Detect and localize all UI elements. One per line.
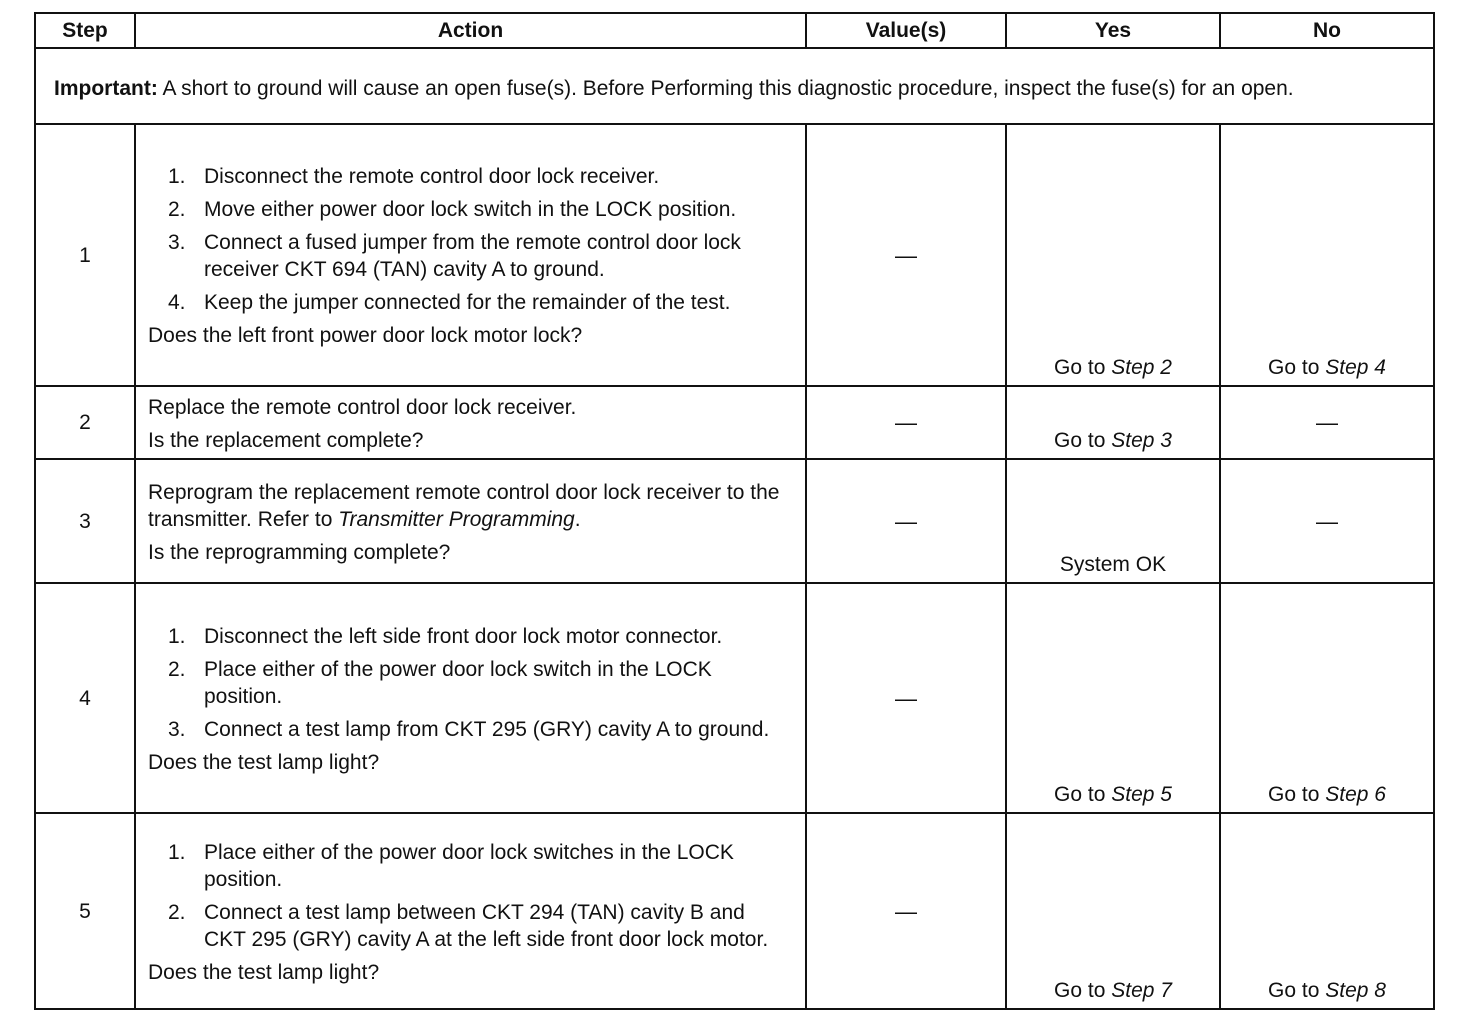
- yes-prefix: Go to: [1054, 979, 1112, 1002]
- instruction-list: [148, 839, 791, 953]
- step-number: 2: [35, 386, 135, 459]
- important-note: [35, 48, 1434, 124]
- item-number: 1.: [168, 840, 186, 864]
- action-text-b: .: [574, 507, 581, 531]
- diagnostic-table: [34, 12, 1435, 1010]
- yes-cell: [1006, 583, 1220, 813]
- instruction-list: [148, 163, 791, 316]
- action-text: Replace the remote control door lock receiver.: [148, 395, 577, 419]
- question-text: Does the test lamp light?: [148, 960, 380, 984]
- yes-step-ref: Step 2: [1111, 356, 1172, 379]
- no-prefix: Go to: [1268, 356, 1326, 379]
- table-row: [35, 583, 1434, 813]
- header-row: [35, 13, 1434, 48]
- value-cell: —: [806, 386, 1006, 459]
- header-values: Value(s): [806, 13, 1006, 48]
- header-no: No: [1220, 13, 1434, 48]
- question-text: Is the reprogramming complete?: [148, 540, 451, 564]
- yes-prefix: Go to: [1054, 356, 1112, 379]
- yes-cell: [1006, 124, 1220, 386]
- step-number: 3: [35, 459, 135, 583]
- item-text: Disconnect the remote control door lock receiver.: [204, 165, 660, 188]
- yes-step-ref: Step 7: [1111, 979, 1172, 1002]
- item-number: 1.: [168, 624, 186, 648]
- no-step-ref: Step 4: [1325, 356, 1386, 379]
- step-number: 5: [35, 813, 135, 1009]
- table-row: [35, 386, 1434, 459]
- item-number: 3.: [168, 717, 186, 741]
- item-number: 2.: [168, 657, 186, 681]
- item-number: 3.: [168, 231, 186, 254]
- value-cell: —: [806, 124, 1006, 386]
- list-item: [148, 839, 791, 893]
- yes-cell: [1006, 386, 1220, 459]
- no-prefix: Go to: [1268, 783, 1326, 806]
- item-text: Connect a test lamp between CKT 294 (TAN) cavity B and CKT 295 (GRY) cavity A at the left side front door lock motor.: [204, 900, 769, 951]
- item-number: 1.: [168, 165, 186, 188]
- important-label: Important:: [54, 76, 158, 100]
- yes-prefix: Go to: [1054, 783, 1112, 806]
- no-cell: —: [1220, 386, 1434, 459]
- list-item: [148, 163, 791, 190]
- question-text: Does the test lamp light?: [148, 750, 380, 774]
- action-text: [148, 479, 791, 533]
- no-step-ref: Step 8: [1325, 979, 1386, 1002]
- no-cell: [1220, 124, 1434, 386]
- list-item: [148, 656, 791, 710]
- action-cell: [135, 583, 806, 813]
- item-text: Keep the jumper connected for the remainder of the test.: [204, 291, 731, 314]
- action-cell: [135, 124, 806, 386]
- action-text-a: Reprogram the replacement remote control door lock receiver to the transmitter. Refer to: [148, 480, 780, 531]
- item-number: 2.: [168, 198, 186, 221]
- important-row: [35, 48, 1434, 124]
- yes-cell: [1006, 813, 1220, 1009]
- item-text: Connect a test lamp from CKT 295 (GRY) cavity A to ground.: [204, 717, 770, 741]
- list-item: [148, 196, 791, 223]
- list-item: [148, 899, 791, 953]
- value-cell: —: [806, 813, 1006, 1009]
- no-cell: [1220, 813, 1434, 1009]
- table-row: [35, 813, 1434, 1009]
- action-cell: [135, 459, 806, 583]
- item-text: Place either of the power door lock switches in the LOCK position.: [204, 840, 734, 891]
- item-text: Connect a fused jumper from the remote control door lock receiver CKT 694 (TAN) cavity A to ground.: [204, 231, 741, 281]
- instruction-list: [148, 623, 791, 743]
- item-text: Disconnect the left side front door lock motor connector.: [204, 624, 723, 648]
- item-number: 2.: [168, 900, 186, 924]
- question-text: Does the left front power door lock motor lock?: [148, 324, 583, 347]
- yes-prefix: Go to: [1054, 429, 1112, 452]
- header-step: Step: [35, 13, 135, 48]
- list-item: [148, 716, 791, 743]
- no-prefix: Go to: [1268, 979, 1326, 1002]
- list-item: [148, 623, 791, 650]
- header-action: Action: [135, 13, 806, 48]
- no-cell: [1220, 583, 1434, 813]
- no-step-ref: Step 6: [1325, 783, 1386, 806]
- value-cell: —: [806, 583, 1006, 813]
- header-yes: Yes: [1006, 13, 1220, 48]
- question-text: Is the replacement complete?: [148, 428, 424, 452]
- list-item: [148, 229, 791, 283]
- list-item: [148, 289, 791, 316]
- yes-step-ref: Step 3: [1111, 429, 1172, 452]
- step-number: 1: [35, 124, 135, 386]
- no-cell: —: [1220, 459, 1434, 583]
- action-cell: [135, 386, 806, 459]
- important-text: A short to ground will cause an open fuse(s). Before Performing this diagnostic procedure, inspect the fuse(s) for an open.: [157, 76, 1294, 100]
- step-number: 4: [35, 583, 135, 813]
- yes-cell: System OK: [1006, 459, 1220, 583]
- yes-step-ref: Step 5: [1111, 783, 1172, 806]
- item-text: Move either power door lock switch in the LOCK position.: [204, 198, 737, 221]
- item-text: Place either of the power door lock switch in the LOCK position.: [204, 657, 712, 708]
- action-cell: [135, 813, 806, 1009]
- reference-link: Transmitter Programming: [338, 507, 575, 531]
- table-row: [35, 459, 1434, 583]
- item-number: 4.: [168, 291, 186, 314]
- value-cell: —: [806, 459, 1006, 583]
- table-row: [35, 124, 1434, 386]
